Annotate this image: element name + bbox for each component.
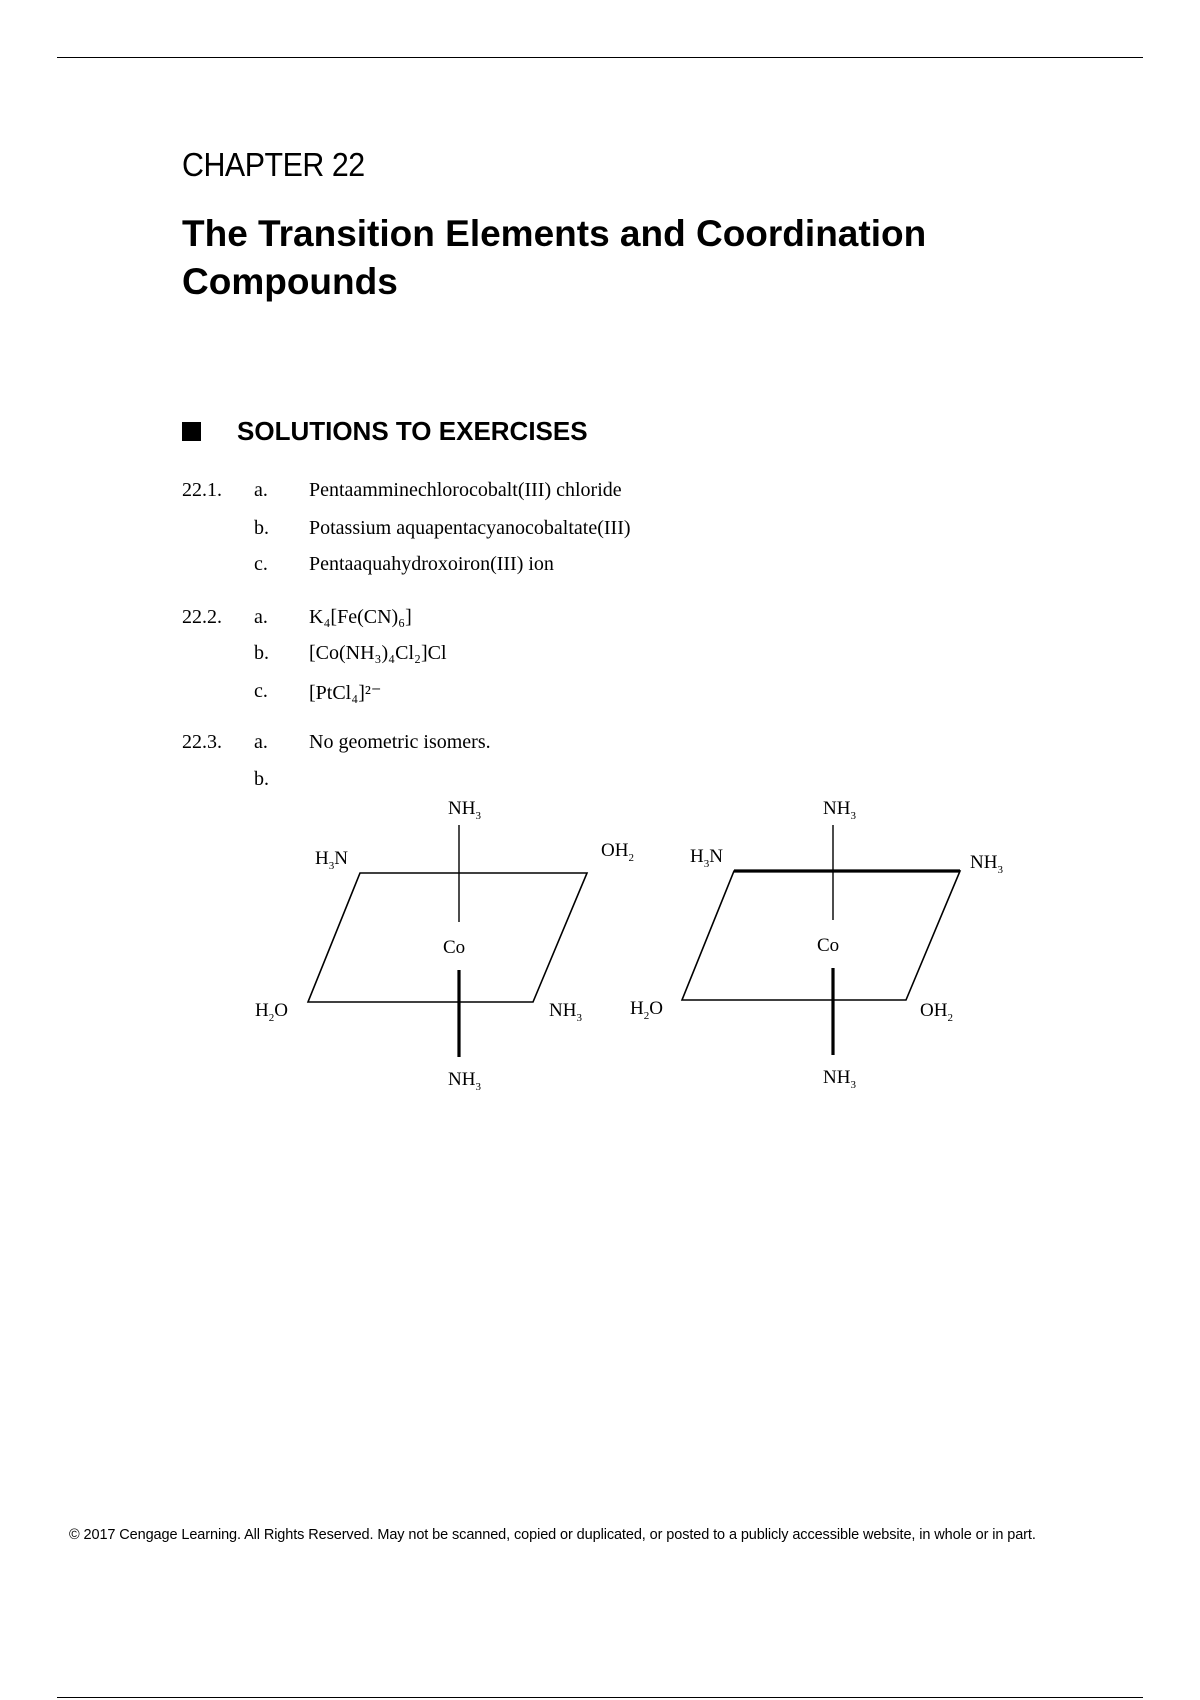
formula-text: [Co(NH₃)₄Cl₂]Cl bbox=[309, 642, 447, 664]
ligand-nh3-bottom: $NH_3$ bbox=[448, 1069, 481, 1093]
item-letter: c. bbox=[254, 553, 268, 575]
metal-co: Co bbox=[443, 937, 466, 958]
exercise-number: 22.1. bbox=[182, 479, 222, 501]
ligand-h3n-left: $H_3N$ bbox=[690, 846, 723, 870]
answer-text: Pentaaquahydroxoiron(III) ion bbox=[309, 553, 554, 575]
formula-text: [PtCl₄]²⁻ bbox=[309, 682, 382, 704]
chapter-label: CHAPTER 22 bbox=[182, 146, 365, 183]
ligand-nh3-right: $NH_3$ bbox=[549, 1000, 582, 1024]
ligand-nh3-top: $NH_3$ bbox=[823, 798, 856, 822]
item-letter: c. bbox=[254, 680, 268, 702]
isomer-left bbox=[255, 798, 634, 1093]
item-letter: a. bbox=[254, 606, 268, 628]
ligand-nh3-top: $NH_3$ bbox=[448, 798, 481, 822]
exercise-number: 22.3. bbox=[182, 731, 222, 753]
ligand-oh2-right: $OH_2$ bbox=[920, 1000, 953, 1024]
item-letter: b. bbox=[254, 517, 269, 539]
answer-text: Potassium aquapentacyanocobaltate(III) bbox=[309, 517, 631, 539]
bottom-rule bbox=[57, 1697, 1143, 1698]
answer-text: Pentaamminechlorocobalt(III) chloride bbox=[309, 479, 622, 501]
item-letter: b. bbox=[254, 642, 269, 664]
metal-co: Co bbox=[817, 935, 840, 956]
chapter-title: The Transition Elements and Coordination Compounds bbox=[182, 213, 927, 302]
ligand-nh3-bottom: $NH_3$ bbox=[823, 1067, 856, 1091]
ligand-oh2-right: $OH_2$ bbox=[601, 840, 634, 864]
formula-text: K₄[Fe(CN)₆] bbox=[309, 606, 412, 628]
ligand-h2o-left: $H_2O$ bbox=[255, 1000, 288, 1024]
ligand-h3n-left: $H_3N$ bbox=[315, 848, 348, 872]
item-letter: b. bbox=[254, 768, 269, 790]
item-letter: a. bbox=[254, 731, 268, 753]
item-letter: a. bbox=[254, 479, 268, 501]
ligand-h2o-left: $H_2O$ bbox=[630, 998, 663, 1022]
ligand-nh3-right: $NH_3$ bbox=[970, 852, 1003, 876]
copyright-footer: © 2017 Cengage Learning. All Rights Reserved. May not be scanned, copied or duplicated, or posted to a publicly accessible website, in whole or in part. bbox=[69, 1527, 1036, 1543]
answer-text: No geometric isomers. bbox=[309, 731, 491, 753]
section-heading-text: SOLUTIONS TO EXERCISES bbox=[237, 416, 588, 446]
isomer-right bbox=[630, 798, 1003, 1091]
exercise-number: 22.2. bbox=[182, 606, 222, 628]
